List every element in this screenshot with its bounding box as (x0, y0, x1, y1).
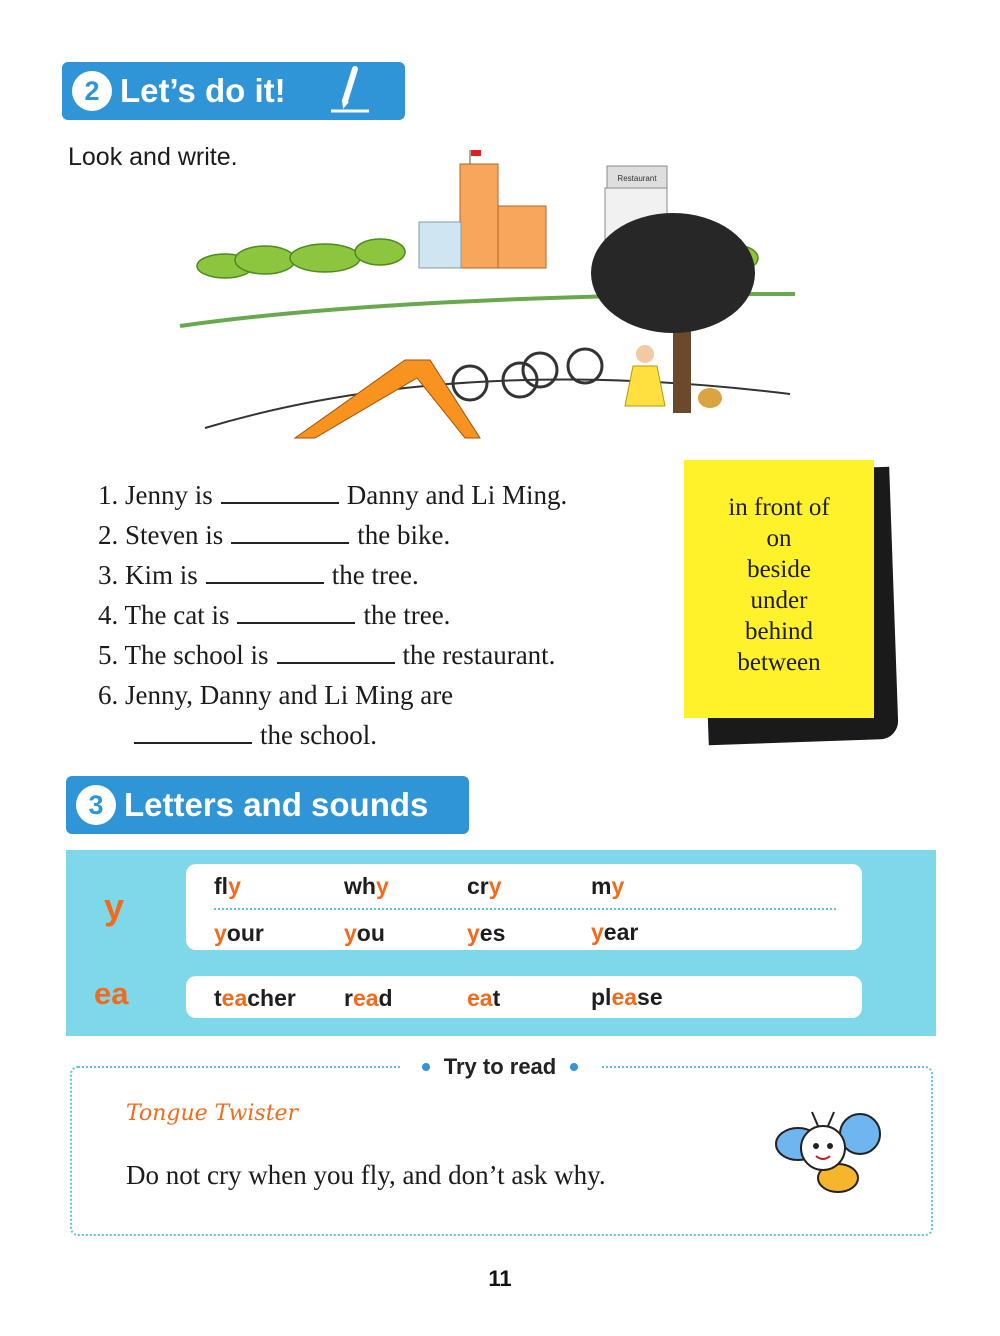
section-2-number: 2 (72, 71, 112, 111)
exercise-text: Steven is (125, 520, 224, 550)
exercise-text: the school. (260, 720, 377, 750)
answer-blank[interactable] (134, 720, 252, 744)
exercise-text: Jenny is (125, 480, 213, 510)
word-option: on (766, 525, 792, 552)
exercise-4 (98, 600, 450, 631)
heading-text: Try to read (443, 1054, 557, 1079)
exercise-text: Kim is (125, 560, 198, 590)
exercise-text: the tree. (331, 560, 419, 590)
restaurant-sign: Restaurant (617, 174, 657, 183)
bicycles (453, 349, 602, 400)
dotted-divider (214, 908, 836, 910)
park-illustration (175, 148, 795, 448)
cat (698, 388, 722, 408)
section-3-number: 3 (76, 785, 116, 825)
section-3-header (66, 776, 469, 834)
word-option: between (737, 649, 821, 676)
letter-y: y (104, 886, 125, 927)
exercise-number: 6. (98, 680, 119, 710)
word-teacher: teacher (214, 985, 296, 1011)
word-cry: cry (467, 873, 502, 899)
exercise-text: The school is (124, 640, 269, 670)
dot-icon (422, 1063, 430, 1071)
exercise-1 (98, 480, 567, 511)
word-option: behind (744, 618, 814, 645)
section-2-header (62, 62, 405, 120)
answer-blank[interactable] (221, 480, 339, 504)
exercise-number: 3. (98, 560, 119, 590)
exercise-text: the bike. (357, 520, 451, 550)
girl-figure (625, 345, 665, 406)
word-eat: eat (467, 985, 501, 1011)
exercise-number: 4. (98, 600, 119, 630)
school-building (419, 150, 546, 268)
exercise-text: the restaurant. (402, 640, 556, 670)
exercise-text: the tree. (363, 600, 451, 630)
word-read: read (344, 985, 393, 1011)
letter-ea: ea (94, 976, 129, 1011)
exercise-number: 1. (98, 480, 119, 510)
exercise-3 (98, 560, 419, 591)
exercise-text: The cat is (124, 600, 230, 630)
section-3-title: Letters and sounds (124, 786, 429, 823)
word-option: beside (747, 556, 811, 583)
ea-words-box (186, 976, 862, 1018)
word-year: year (591, 919, 639, 945)
exercise-6-continued (126, 720, 377, 751)
page-number: 11 (488, 1266, 512, 1291)
exercise-2 (98, 520, 450, 551)
word-option: in front of (728, 494, 830, 521)
tree (591, 213, 755, 413)
dot-icon (570, 1063, 578, 1071)
section-2-title: Let’s do it! (120, 72, 286, 109)
exercise-number: 5. (98, 640, 119, 670)
tongue-twister-text: Do not cry when you fly, and don’t ask why. (126, 1160, 606, 1190)
word-box (684, 460, 874, 718)
answer-blank[interactable] (206, 560, 324, 584)
exercise-text: Danny and Li Ming. (346, 480, 568, 510)
word-you: you (344, 920, 385, 946)
try-to-read-heading (400, 1054, 600, 1080)
exercise-5 (98, 640, 555, 671)
y-words-box (186, 864, 862, 950)
answer-blank[interactable] (231, 520, 349, 544)
word-yes: yes (467, 920, 506, 946)
instruction-text: Look and write. (68, 143, 238, 171)
word-option: under (750, 587, 808, 614)
letters-sounds-panel (66, 850, 936, 1036)
exercise-number: 2. (98, 520, 119, 550)
word-fly: fly (214, 873, 241, 899)
word-please: please (591, 984, 663, 1010)
pencil-writing-icon (325, 65, 375, 117)
exercise-6 (98, 680, 453, 711)
answer-blank[interactable] (237, 600, 355, 624)
word-your: your (214, 920, 264, 946)
bee-mascot-icon (768, 1104, 886, 1204)
word-why: why (344, 873, 389, 899)
word-my: my (591, 873, 625, 899)
tongue-twister-label: Tongue Twister (126, 1101, 299, 1126)
answer-blank[interactable] (277, 640, 395, 664)
exercise-text: Jenny, Danny and Li Ming are (125, 680, 454, 710)
